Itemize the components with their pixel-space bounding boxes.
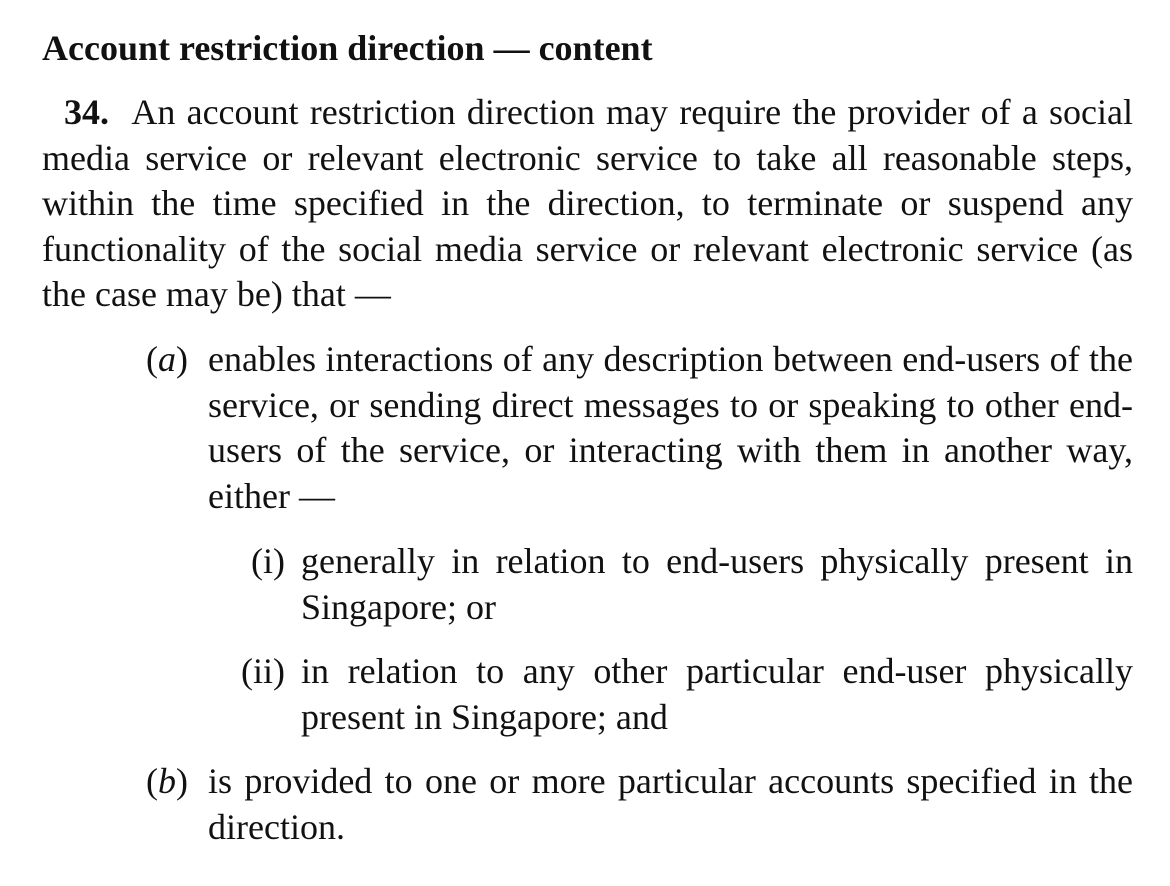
subparagraph-i: [251, 539, 1133, 630]
paragraph-b-letter: b: [158, 761, 176, 801]
paragraph-b-text: is provided to one or more particular accounts specified in the direction.: [208, 761, 1133, 847]
paragraph-a-text: enables interactions of any description between end-users of the service, or sending direct messages to or speaking to other end-users of the service, or interacting with them in another way, either —: [208, 339, 1133, 516]
subparagraph-i-label: (i): [251, 541, 285, 581]
section-number: 34.: [64, 92, 109, 132]
subparagraph-ii-text: in relation to any other particular end-user physically present in Singapore; and: [301, 651, 1133, 737]
paragraph-a: [146, 337, 1133, 519]
paragraph-a-letter: a: [158, 339, 176, 379]
paragraph-b-label: (b): [146, 761, 188, 801]
subparagraph-i-text: generally in relation to end-users physically present in Singapore; or: [301, 541, 1133, 627]
section-34-body: [42, 90, 1133, 318]
subparagraph-ii-label: (ii): [241, 651, 285, 691]
paragraph-a-label: (a): [146, 339, 188, 379]
section-heading: Account restriction direction — content: [42, 28, 653, 68]
paragraph-b: [146, 759, 1133, 850]
section-text: An account restriction direction may require the provider of a social media service or relevant electronic service to take all reasonable steps, within the time specified in the direction, to terminate or suspend any functionality of the social media service or relevant electronic service (as the case may be) that —: [42, 92, 1134, 314]
subparagraph-ii: [241, 649, 1133, 740]
